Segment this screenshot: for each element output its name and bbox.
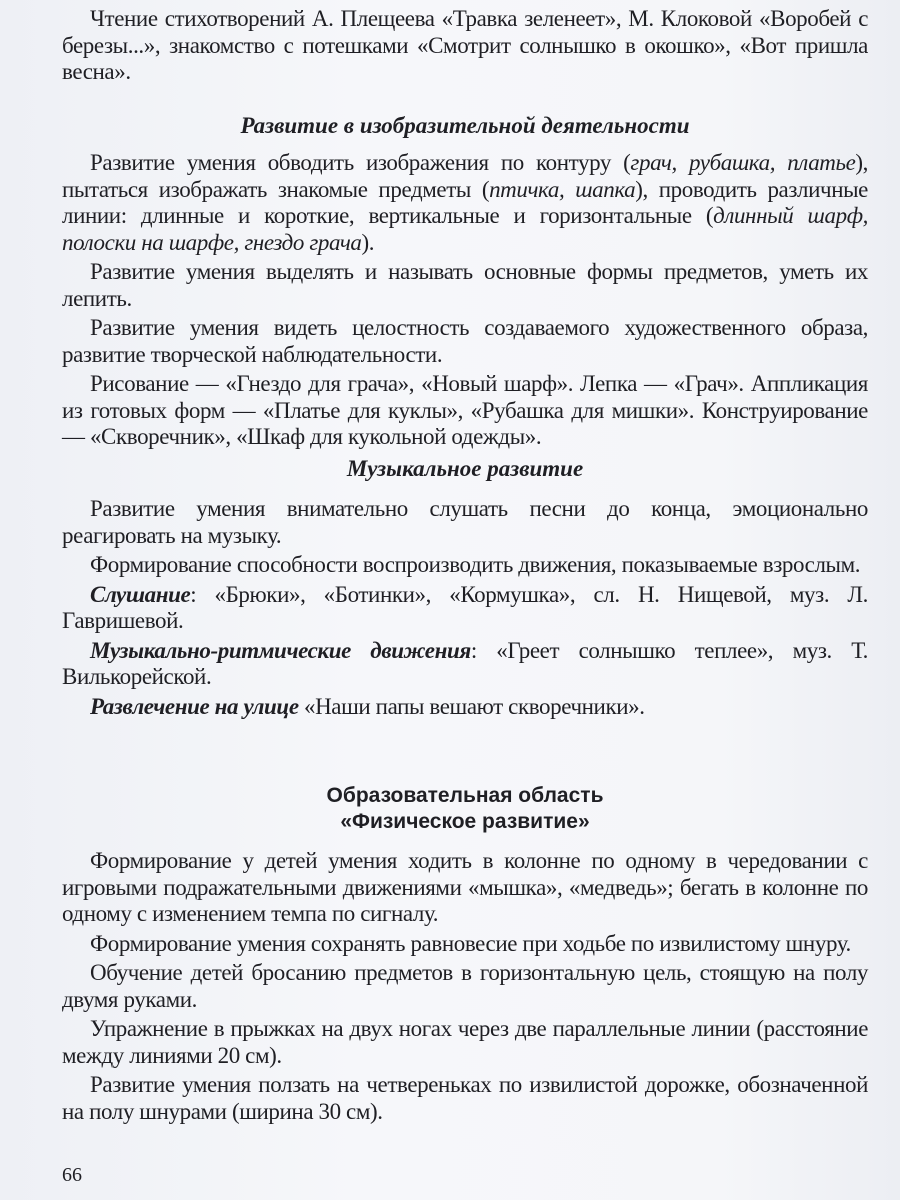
text: Развитие умения видеть целостность создаваемого художественного образа, развитие творческой наблюдательности. <box>62 315 868 367</box>
paragraph <box>62 960 868 1013</box>
bold-italic-term: Развлечение на улице <box>90 693 299 719</box>
art-section <box>62 150 868 454</box>
paragraph <box>62 371 868 451</box>
bold-italic-term: Слушание <box>90 581 191 607</box>
text: Развитие умения выделять и называть основные формы предметов, уметь их лепить. <box>62 259 868 311</box>
intro-section <box>62 6 868 89</box>
text: Обучение детей бросанию предметов в горизонтальную цель, стоящую на полу двумя руками. <box>62 960 868 1012</box>
text: Формирование умения сохранять равновесие при ходьбе по извилистому шнуру. <box>90 930 851 956</box>
text: Формирование способности воспроизводить движения, показываемые взрослым. <box>90 552 861 577</box>
bold-italic-term: Музыкально-ритмические движения <box>90 637 471 663</box>
text: Развитие умения внимательно слушать песни до конца, эмоционально реагировать на музыку. <box>62 496 868 548</box>
text: Развитие умения ползать на четвереньках по извилистой дорожке, обозначенной на полу шнурами (ширина 30 см). <box>62 1072 868 1124</box>
physical-section <box>62 848 868 1128</box>
paragraph <box>62 582 868 635</box>
text: Развитие умения обводить изображения по контуру ( <box>90 150 631 175</box>
paragraph <box>62 1016 868 1069</box>
paragraph <box>62 694 868 721</box>
section-heading-art: Развитие в изобразительной деятельности <box>240 113 690 138</box>
text: ). <box>361 229 375 255</box>
italic-text: грач, рубашка, платье <box>630 150 856 175</box>
paragraph <box>62 848 868 928</box>
music-section <box>62 496 868 723</box>
text: Рисование — «Гнездо для грача», «Новый шарф». Лепка — «Грач». Аппликация из готовых форм — «Платье для куклы», «Рубашка для мишки». Конструирование — «Скворечник», «Шкаф для кукольной одежды». <box>62 371 868 449</box>
paragraph <box>62 496 868 549</box>
paragraph <box>62 259 868 312</box>
text: ), пытаться изображать знакомые предметы ( <box>62 150 869 202</box>
paragraph <box>62 6 868 86</box>
paragraph <box>62 315 868 368</box>
text: Упражнение в прыжках на двух ногах через две параллельные линии (расстояние между линиями 20 см). <box>62 1016 868 1068</box>
page-number: 66 <box>62 1164 82 1186</box>
section-heading-physical-line2: «Физическое развитие» <box>340 810 590 833</box>
italic-text: птичка, шапка <box>489 176 636 202</box>
paragraph <box>62 552 868 579</box>
section-heading-physical-line1: Образовательная область <box>326 784 604 807</box>
text: Формирование у детей умения ходить в колонне по одному в чередовании с игровыми подражательными движениями «мышка», «медведь»; бегать в колонне по одному с изменением темпа по сигналу. <box>62 848 868 926</box>
text: : «Греет солнышко теплее», муз. Т. Вилькорейской. <box>62 637 868 689</box>
paragraph <box>62 1072 868 1125</box>
italic-text: длинный шарф, полоски на шарфе, гнездо грача <box>62 203 868 255</box>
paragraph <box>62 931 868 958</box>
text: «Наши папы вешают скворечники». <box>298 693 645 719</box>
text: ), проводить различные линии: длинные и короткие, вертикальные и горизонтальные ( <box>62 176 868 228</box>
text: : «Брюки», «Ботинки», «Кормушка», сл. Н. Нищевой, муз. Л. Гавришевой. <box>62 581 868 633</box>
paragraph <box>62 150 868 256</box>
text: Чтение стихотворений А. Плещеева «Травка зеленеет», М. Клоковой «Воробей с березы...», знакомство с потешками «Смотрит солнышко в окошко», «Вот пришла весна». <box>62 6 868 84</box>
section-heading-music: Музыкальное развитие <box>346 456 584 481</box>
paragraph <box>62 638 868 691</box>
